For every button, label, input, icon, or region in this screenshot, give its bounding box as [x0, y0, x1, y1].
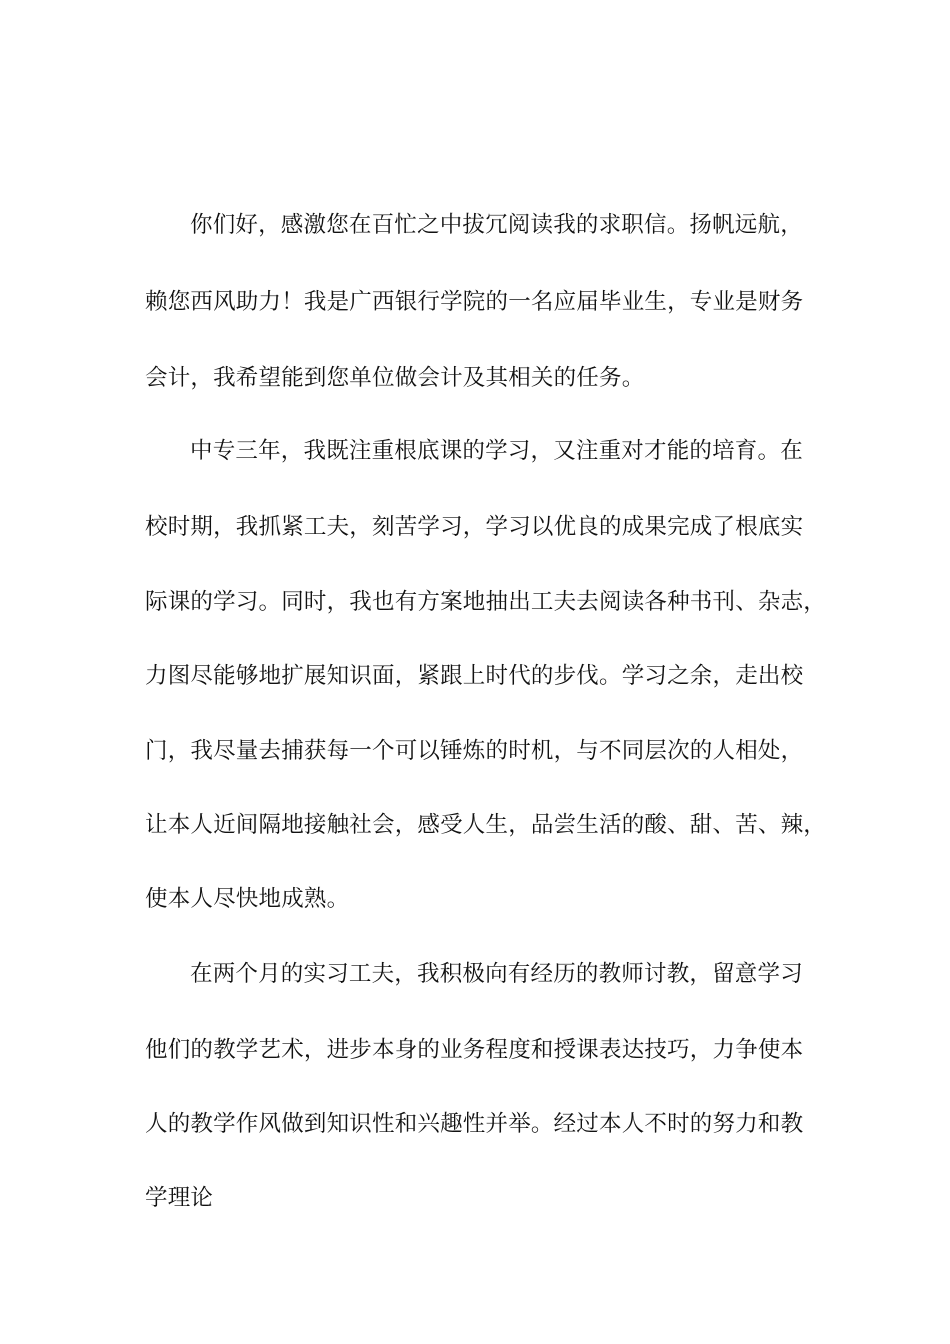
paragraph-3-line-1: 在两个月的实习工夫，我积极向有经历的教师讨教，留意学习 [190, 961, 803, 987]
paragraph-2-line-3: 际课的学习。同时，我也有方案地抽出工夫去阅读各种书刊、杂志， [145, 589, 827, 615]
paragraph-1-line-3: 会计，我希望能到您单位做会计及其相关的任务。 [145, 365, 645, 391]
paragraph-2-line-1: 中专三年，我既注重根底课的学习，又注重对才能的培育。在 [190, 438, 803, 464]
paragraph-2-line-4: 力图尽能够地扩展知识面，紧跟上时代的步伐。学习之余，走出校 [145, 663, 804, 689]
paragraph-2-line-6: 让本人近间隔地接触社会，感受人生，品尝生活的酸、甜、苦、辣， [145, 812, 827, 838]
paragraph-3-line-3: 人的教学作风做到知识性和兴趣性并举。经过本人不时的努力和教 [145, 1111, 804, 1137]
paragraph-1-line-2: 赖您西风助力！我是广西银行学院的一名应届毕业生，专业是财务 [145, 289, 804, 315]
paragraph-3-line-2: 他们的教学艺术，进步本身的业务程度和授课表达技巧，力争使本 [145, 1037, 804, 1063]
paragraph-3-line-4: 学理论 [145, 1185, 214, 1211]
paragraph-2-line-2: 校时期，我抓紧工夫，刻苦学习，学习以优良的成果完成了根底实 [145, 514, 804, 540]
paragraph-1-line-1: 你们好，感激您在百忙之中拔冗阅读我的求职信。扬帆远航， [190, 212, 803, 238]
paragraph-2-line-5: 门，我尽量去捕获每一个可以锤炼的时机，与不同层次的人相处， [145, 738, 804, 764]
paragraph-2-line-7: 使本人尽快地成熟。 [145, 886, 350, 912]
